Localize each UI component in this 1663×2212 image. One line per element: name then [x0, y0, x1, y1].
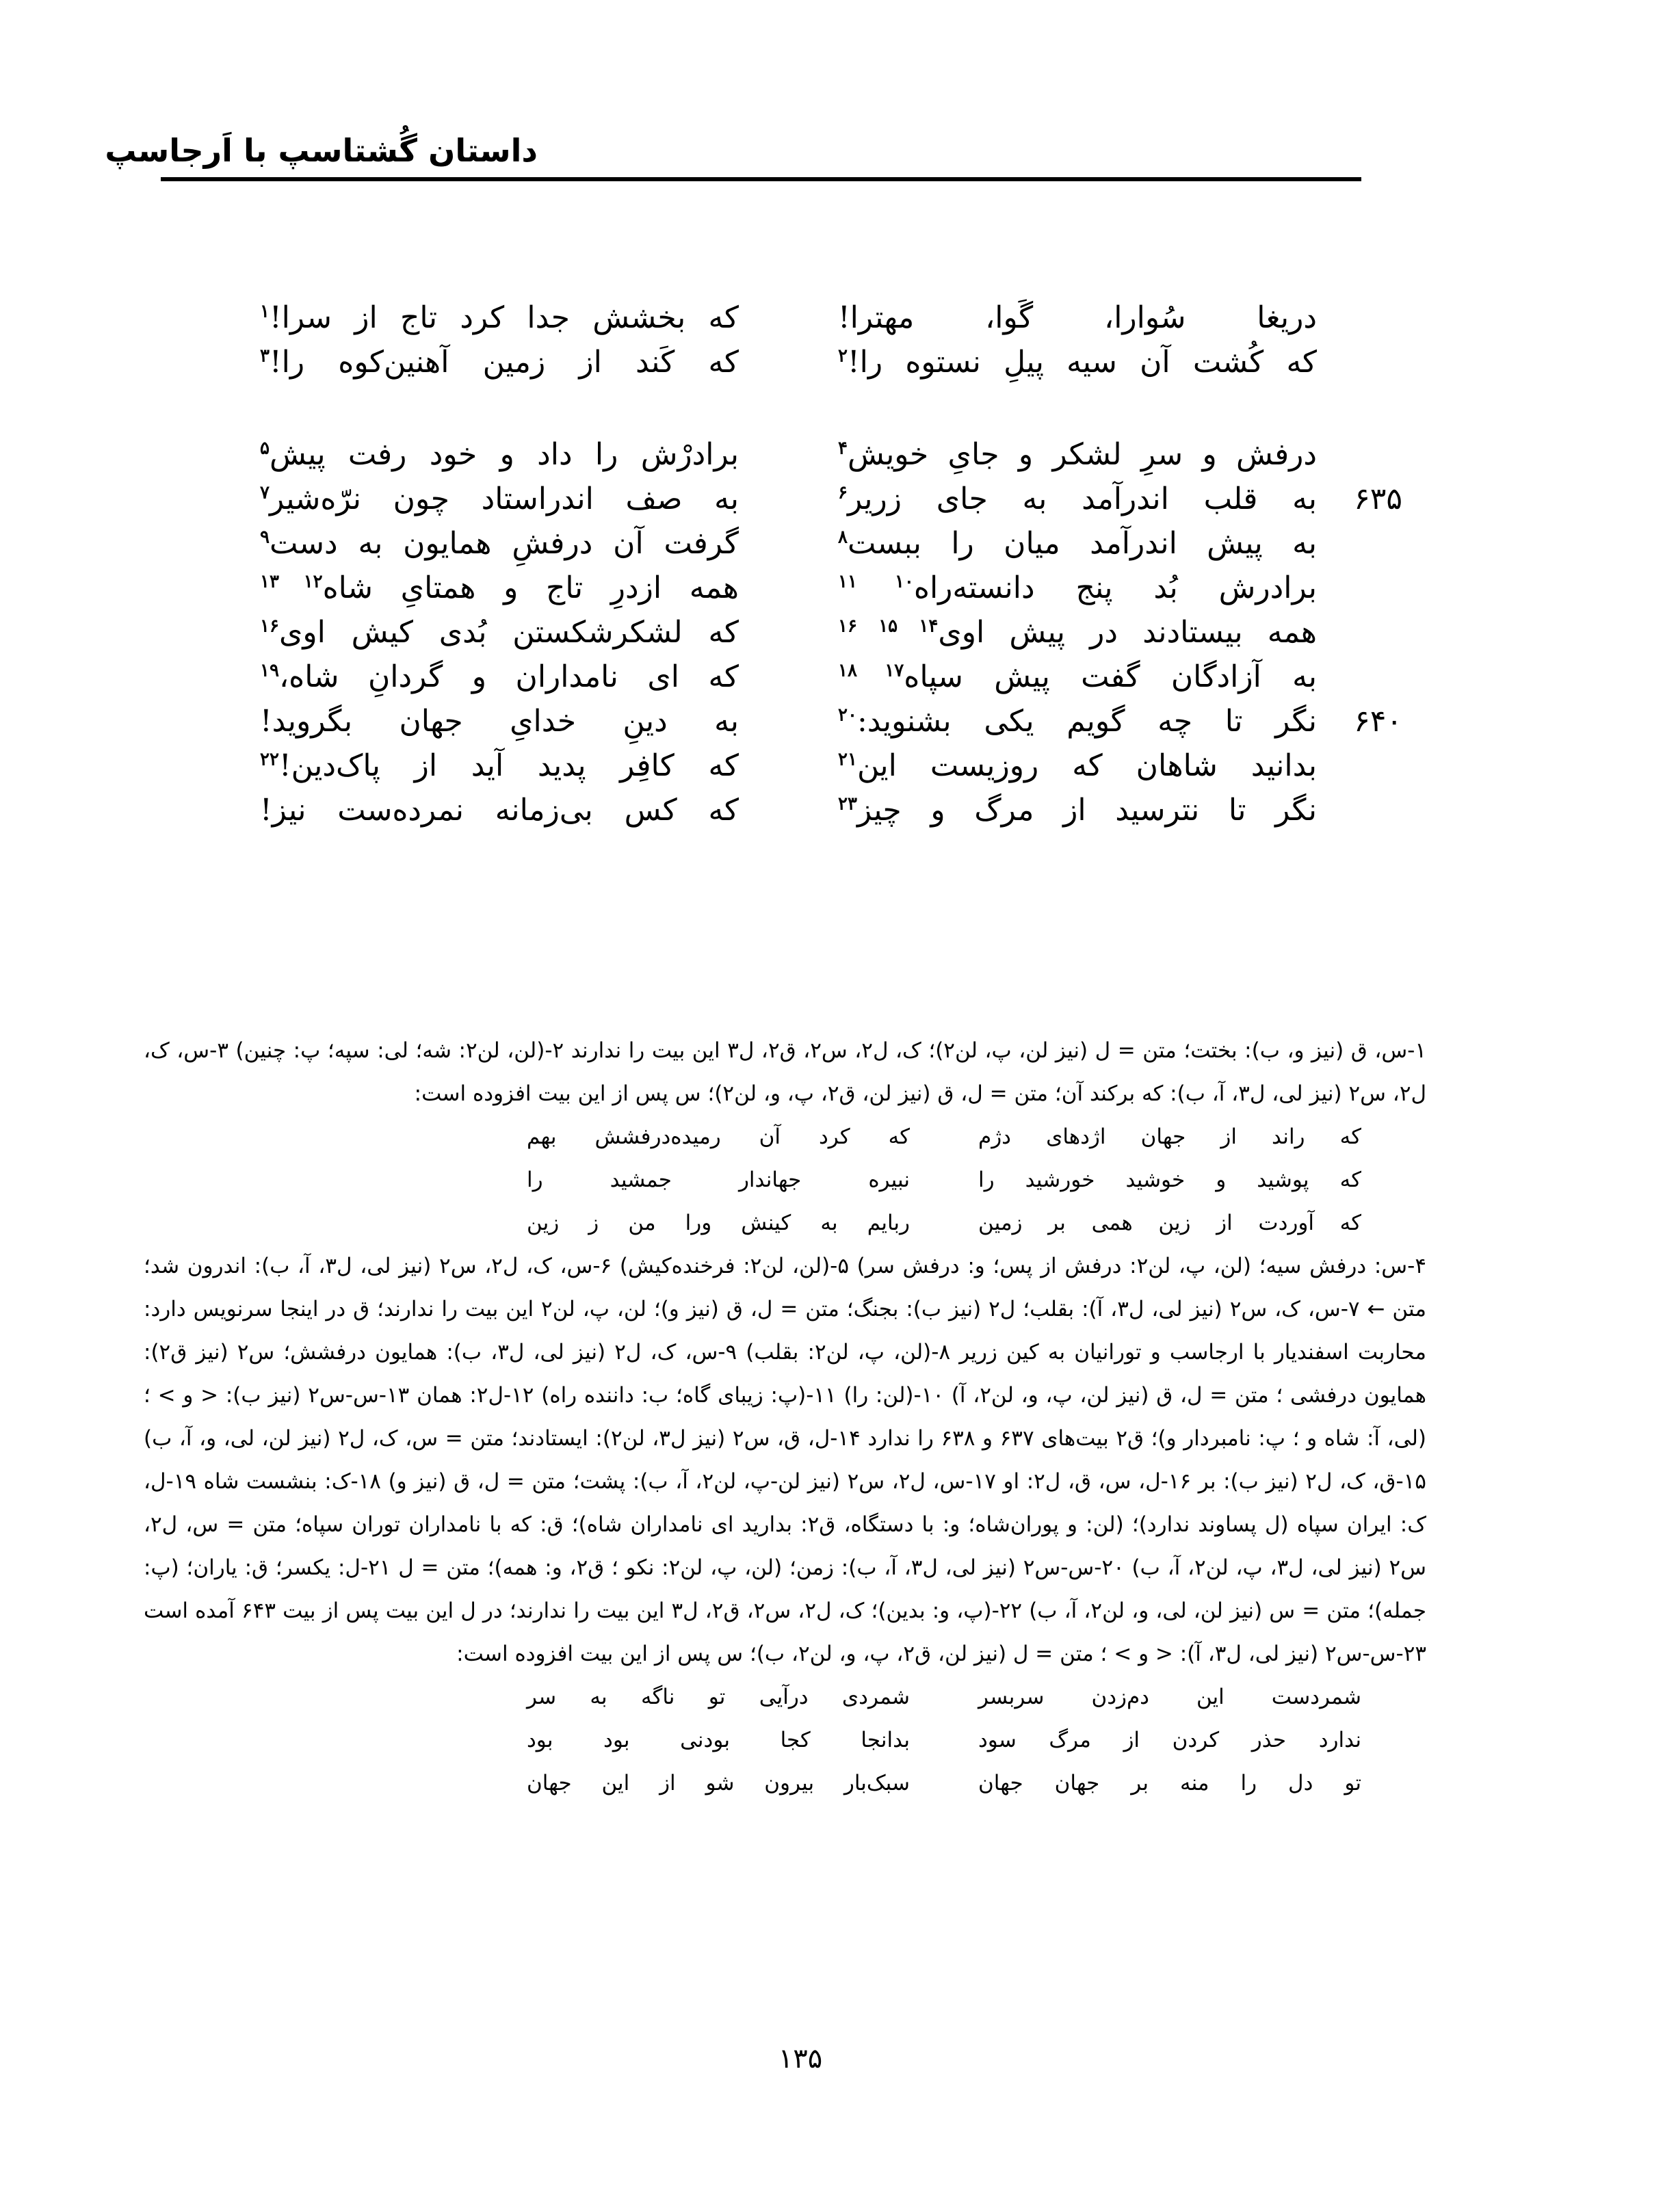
hemistich-second: به صف اندراستاد چون نرّه‌شیر$^۷$	[260, 482, 739, 516]
page-number: ۱۳۵	[778, 2043, 823, 2075]
inset-couplet	[144, 1676, 1426, 1719]
footnote-ref[interactable]: ۹	[260, 527, 270, 548]
verse-couplet	[0, 742, 1663, 790]
hemistich-first: برادرش بُد پنج دانسته‌راه$^{۱۰ ۱۱}$	[838, 570, 1317, 605]
hemistich-second: برادرْش را داد و خود رفت پیش$^۵$	[260, 437, 739, 472]
verse-number: ۶۴۰	[1354, 704, 1402, 739]
hemistich-second: گرفت آن درفشِ همایون به دست$^۹$	[260, 526, 739, 561]
inset-couplet	[144, 1116, 1426, 1159]
footnote-ref[interactable]: ۳	[260, 345, 270, 367]
verse-couplet	[0, 653, 1663, 701]
footnote-ref[interactable]: ۲۰	[838, 705, 857, 726]
hemistich-second: که ای نامداران و گردانِ شاه،$^{۱۹}$	[260, 659, 739, 694]
verse-couplet	[0, 475, 1663, 523]
inset-hemistich: بدانجا کجا بودنی بود بود	[527, 1728, 910, 1752]
verse-number	[1327, 609, 1402, 657]
footnote-ref[interactable]: ۱۹	[260, 660, 279, 681]
verse-number: ۶۳۵	[1354, 482, 1402, 516]
running-header-title: داستان گُشتاسپ با اَرجاسپ	[105, 132, 538, 169]
verse-number	[1327, 742, 1402, 790]
hemistich-first: که کُشت آن سیه پیلِ نستوه را!$^۲$	[838, 345, 1317, 380]
footnote-ref[interactable]: ۷	[260, 482, 270, 503]
hemistich-second: به دینِ خدایِ جهان بگروید!	[260, 704, 739, 739]
footnote-ref[interactable]: ۱۲ ۱۳	[260, 571, 323, 592]
inset-hemistich: ندارد حذر کردن از مرگ سود	[978, 1728, 1361, 1752]
inset-hemistich: نبیره جهاندار جمشید را	[527, 1168, 910, 1192]
hemistich-second: که کس بی‌زمانه نمرده‌ست نیز!	[260, 793, 739, 828]
footnote-ref[interactable]: ۴	[838, 438, 848, 459]
inset-hemistich: که راند از جهان اژدهای دژم	[978, 1124, 1361, 1149]
footnote-ref[interactable]: ۲۱	[838, 749, 857, 770]
footnote-ref[interactable]: ۵	[260, 438, 270, 459]
footnote-ref[interactable]: ۸	[838, 527, 848, 548]
verse-couplet	[0, 339, 1663, 386]
verse-number	[1327, 653, 1402, 701]
verse-couplet	[0, 609, 1663, 657]
verse-number	[1327, 339, 1402, 386]
header-rule	[161, 177, 1361, 181]
footnote-ref[interactable]: ۱۶	[260, 616, 279, 637]
inset-couplet	[144, 1202, 1426, 1245]
hemistich-second: همه ازدرِ تاج و همتایِ شاه$^{۱۲ ۱۳}$	[260, 570, 739, 605]
inset-hemistich: تو دل را منه بر جهان جهان	[978, 1771, 1361, 1795]
hemistich-first: به پیش اندرآمد میان را ببست$^۸$	[838, 526, 1317, 561]
hemistich-first: به آزادگان گفت پیش سپاه$^{۱۷ ۱۸}$	[838, 659, 1317, 694]
inset-verses	[144, 1116, 1426, 1245]
inset-hemistich: ربایم به کینش ورا من ز زین	[527, 1211, 910, 1235]
footnote-ref[interactable]: ۲	[838, 345, 848, 367]
inset-hemistich: که پوشید و خوشید خورشید را	[978, 1168, 1361, 1192]
hemistich-second: که کَند از زمین آهنین‌کوه را!$^۳$	[260, 345, 739, 380]
verse-number	[1327, 294, 1402, 342]
verse-couplet	[0, 431, 1663, 479]
verse-couplet	[0, 698, 1663, 746]
hemistich-first: دریغا سُوارا، گَوا، مهترا!	[838, 300, 1317, 335]
hemistich-second: که کافِر پدید آید از پاک‌دین!$^{۲۲}$	[260, 748, 739, 783]
footnote-paragraph: ۱-س، ق (نیز و، ب): بختت؛ متن = ل (نیز لن، پ، لن۲)؛ ک، ل۲، س۲، ق۲، ل۳ این بیت را ندارند ۲-(لن، لن۲: شه؛ لی: سپه؛ پ: چنین) ۳-س، ک، ل۲، س۲ (نیز لی، ل۳، آ، ب): که برکند آن؛ متن = ل، ق (نیز لن، ق۲، پ، و، لن۲)؛ س پس از این بیت افزوده است:	[144, 1038, 1427, 1106]
hemistich-first: همه بیستادند در پیش اوی$^{۱۴ ۱۵ ۱۶}$	[838, 615, 1317, 650]
footnote-ref[interactable]: ۱۴ ۱۵ ۱۶	[838, 616, 939, 637]
footnote-ref[interactable]: ۱	[260, 301, 270, 322]
inset-hemistich: سبک‌بار بیرون شو از این جهان	[527, 1771, 910, 1795]
hemistich-first: درفش و سرِ لشکر و جایِ خویش$^۴$	[838, 437, 1317, 472]
hemistich-first: به قلب اندرآمد به جای زریر$^۶$	[838, 482, 1317, 516]
footnote-ref[interactable]: ۶	[838, 482, 848, 503]
footnote-ref[interactable]: ۱۷ ۱۸	[838, 660, 904, 681]
inset-couplet	[144, 1159, 1426, 1202]
verse-couplet	[0, 564, 1663, 612]
footnote-ref[interactable]: ۲۲	[260, 749, 279, 770]
inset-hemistich: شمردی درآیی تو ناگه به سر	[527, 1685, 910, 1709]
verse-number	[1327, 431, 1402, 479]
hemistich-first: نگر تا چه گویم یکی بشنوید:$^{۲۰}$	[838, 704, 1317, 739]
inset-hemistich: شمردست این دم‌زدن سربسر	[978, 1685, 1361, 1709]
footnote-paragraph: ۴-س: درفش سیه؛ (لن، پ، لن۲: درفش از پس؛ و: درفش سر) ۵-(لن، لن۲: فرخنده‌کیش) ۶-س، ک، ل۲، س۲ (نیز لی، ل۳، آ، ب): اندرون شد؛ متن ← ۷-س، ک، س۲ (نیز لی، ل۳، آ): بقلب؛ ل۲ (نیز ب): بجنگ؛ متن = ل، ق (نیز و)؛ لن، پ، لن۲ این بیت را ندارند؛ ق در اینجا سرنویس دارد: محاربت اسفندیار با ارجاسب و تورانیان به کین زریر ۸-(لن، پ، لن۲: بقلب) ۹-س، ک، ل۲ (نیز لی، ل۳، ب): همایون درفشش؛ س۲ (نیز ق۲): همایون درفشی ؛ متن = ل، ق (نیز لن، پ، و، لن۲، آ) ۱۰-(لن: را) ۱۱-(پ: زیبای گاه؛ ب: دانند‌ه راه) ۱۲-ل۲: همان ۱۳-س-س۲ (نیز ب): < و > ؛ (لی، آ: شاه و ؛ پ: نامبردار و)؛ ق۲ بیت‌های ۶۳۷ و ۶۳۸ را ندارد ۱۴-ل، ق، س۲ (نیز ل۳، لن۲): ایستادند؛ متن = س، ک، ل۲ (نیز لن، لی، و، آ، ب) ۱۵-ق، ک، ل۲ (نیز ب): بر ۱۶-ل، س، ق، ل۲: او ۱۷-س، ل۲، س۲ (نیز لن-پ، لن۲، آ، ب): پشت؛ متن = ل، ق (نیز و) ۱۸-ک: بنشست شاه ۱۹-ل، ک: ایران سپاه (ل پساوند ندارد)؛ (لن: و پوران‌شاه؛ و: با دستگاه، ق۲: بدارید ای نامداران شاه)؛ ق: که با نامداران توران سپاه؛ متن = س، ل۲، س۲ (نیز لی، ل۳، پ، لن۲، آ، ب) ۲۰-س-س۲ (نیز لی، ل۳، آ، ب): زمن؛ (لن، پ، لن۲: نکو ؛ ق۲، و: همه)؛ متن = ل ۲۱-ل: یکسر؛ ق: یاران؛ (پ: جمله)؛ متن = س (نیز لن، لی، و، لن۲، آ، ب) ۲۲-(پ، و: بدین)؛ ک، ل۲، س۲، ق۲، ل۳ این بیت را ندارند؛ در ل این بیت پس از بیت ۶۴۳ آمده است ۲۳-س-س۲ (نیز لی، ل۳، آ): < و > ؛ متن = ل (نیز لن، ق۲، پ، و، لن۲، ب)؛ س پس از این بیت افزوده است:	[144, 1254, 1427, 1666]
footnote-ref[interactable]: ۱۰ ۱۱	[838, 571, 914, 592]
verse-number	[1327, 787, 1402, 834]
inset-couplet	[144, 1762, 1426, 1805]
hemistich-second: که بخشش جدا کرد تاج از سرا!$^۱$	[260, 300, 739, 335]
verse-couplet	[0, 787, 1663, 834]
verse-number	[1327, 564, 1402, 612]
hemistich-second: که لشکرشکستن بُدی کیش اوی$^{۱۶}$	[260, 615, 739, 650]
verse-couplet	[0, 294, 1663, 342]
verse-number	[1327, 520, 1402, 568]
hemistich-first: بدانید شاهان که روزیست این$^{۲۱}$	[838, 748, 1317, 783]
inset-verses	[144, 1676, 1426, 1805]
hemistich-first: نگر تا نترسید از مرگ و چیز$^{۲۳}$	[838, 793, 1317, 828]
verse-couplet	[0, 520, 1663, 568]
inset-hemistich: که کرد آن رمیده‌درفشش بهم	[527, 1124, 910, 1149]
inset-hemistich: که آوردت از زین همی بر زمین	[978, 1211, 1361, 1235]
inset-couplet	[144, 1719, 1426, 1762]
footnotes	[144, 1029, 1426, 1805]
footnote-ref[interactable]: ۲۳	[838, 793, 857, 815]
